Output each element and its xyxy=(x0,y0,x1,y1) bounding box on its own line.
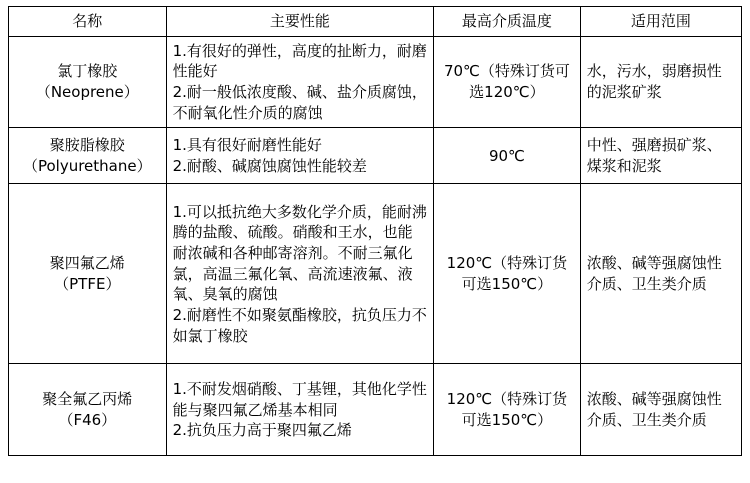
material-name-en: （PTFE） xyxy=(54,274,121,293)
cell-performance xyxy=(166,184,434,364)
table-row xyxy=(9,36,742,128)
cell-material-name xyxy=(9,184,167,364)
cell-material-name xyxy=(9,36,167,128)
cell-performance xyxy=(166,36,434,128)
table-header xyxy=(9,7,742,37)
cell-performance xyxy=(166,364,434,456)
performance-line: 1.可以抵抗绝大多数化学介质，能耐沸腾的盐酸、硫酸。硝酸和王水，也能耐浓碱和各种邮寄溶剂。不耐三氟化氯，高温三氟化氧、高流速液氟、液氧、臭氧的腐蚀 xyxy=(172,202,427,304)
column-header-performance: 主要性能 xyxy=(166,7,434,37)
performance-line: 1.有很好的弹性，高度的扯断力，耐磨性能好 xyxy=(172,41,427,81)
material-name-en: （F46） xyxy=(58,410,117,429)
cell-material-name xyxy=(9,364,167,456)
cell-max-temperature: 90℃ xyxy=(434,128,581,184)
performance-line: 1.具有很好耐磨性能好 xyxy=(172,136,322,155)
material-name-cn: 聚胺脂橡胶 xyxy=(49,136,125,155)
column-header-name: 名称 xyxy=(9,7,167,37)
table-row xyxy=(9,364,742,456)
performance-line: 1.不耐发烟硝酸、丁基锂，其他化学性能与聚四氟乙烯基本相同 xyxy=(172,379,427,419)
cell-application-scope: 中性、强磨损矿浆、煤浆和泥浆 xyxy=(580,128,741,184)
column-header-max-temperature: 最高介质温度 xyxy=(434,7,581,37)
table-row xyxy=(9,128,742,184)
material-name-cn: 聚全氟乙丙烯 xyxy=(42,390,133,409)
performance-line: 2.耐磨性不如聚氨酯橡胶，抗负压力不如氯丁橡胶 xyxy=(172,305,427,345)
material-name-en: （Neoprene） xyxy=(35,83,139,102)
table-row xyxy=(9,184,742,364)
cell-application-scope: 浓酸、碱等强腐蚀性介质、卫生类介质 xyxy=(580,184,741,364)
performance-line: 2.抗负压力高于聚四氟乙烯 xyxy=(172,421,352,440)
cell-max-temperature: 70℃（特殊订货可选120℃） xyxy=(434,36,581,128)
performance-line: 2.耐酸、碱腐蚀腐蚀性能较差 xyxy=(172,156,367,175)
table-body xyxy=(9,36,742,456)
material-spec-table xyxy=(8,6,742,456)
cell-application-scope: 水，污水，弱磨损性的泥浆矿浆 xyxy=(580,36,741,128)
cell-application-scope: 浓酸、碱等强腐蚀性介质、卫生类介质 xyxy=(580,364,741,456)
column-header-application-scope: 适用范围 xyxy=(580,7,741,37)
material-name-cn: 氯丁橡胶 xyxy=(57,62,118,81)
cell-max-temperature: 120℃（特殊订货可选150℃） xyxy=(434,184,581,364)
cell-performance xyxy=(166,128,434,184)
material-name-cn: 聚四氟乙烯 xyxy=(49,254,125,273)
material-name-en: （Polyurethane） xyxy=(22,156,152,175)
table-header-row xyxy=(9,7,742,37)
performance-line: 2.耐一般低浓度酸、碱、盐介质腐蚀，不耐氧化性介质的腐蚀 xyxy=(172,83,427,122)
cell-max-temperature: 120℃（特殊订货可选150℃） xyxy=(434,364,581,456)
cell-material-name xyxy=(9,128,167,184)
